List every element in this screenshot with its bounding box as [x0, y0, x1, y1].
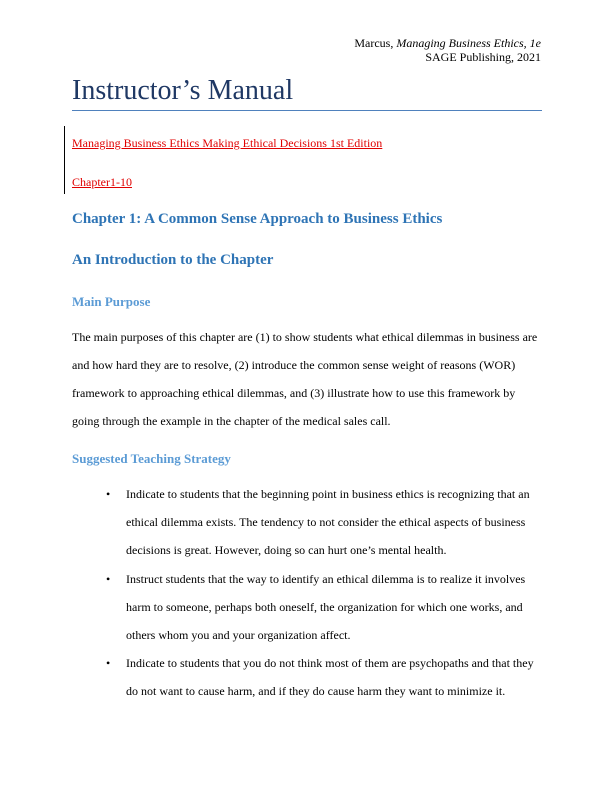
list-item-text: Indicate to students that the beginning point in business ethics is recognizing that an ethical dilemma exists. The tendency to not consider the ethical aspects of business decisions is great. However, doing so can hurt one’s mental health. — [126, 487, 530, 558]
list-item — [106, 649, 544, 705]
list-item-text: Instruct students that the way to identify an ethical dilemma is to realize it involves harm to someone, perhaps both oneself, the organization for which one works, and others whom you and your organization affect. — [126, 571, 526, 643]
header-author: Marcus, — [354, 36, 394, 50]
intro-heading: An Introduction to the Chapter — [72, 252, 274, 268]
book-title-link[interactable]: Managing Business Ethics Making Ethical Decisions 1st Edition — [72, 136, 383, 150]
header-book-title: Managing Business Ethics, 1e — [396, 36, 541, 50]
bullet-icon: • — [106, 487, 111, 501]
main-purpose-heading: Main Purpose — [72, 294, 151, 309]
header-publisher: SAGE Publishing, 2021 — [425, 50, 541, 64]
list-item-text: Indicate to students that you do not think most of them are psychopaths and that they do not want to cause harm, and if they do cause harm they want to minimize it. — [126, 656, 534, 699]
main-purpose-paragraph: The main purposes of this chapter are (1) to show students what ethical dilemmas in business are and how hard they are to resolve, (2) introduce the common sense weight of reasons (WOR) framework to approaching ethical dilemmas, and (3) illustrate how to use this framework by going through the example in the chapter of the medical sales call. — [72, 330, 538, 428]
list-item — [106, 565, 544, 650]
list-item — [106, 480, 544, 565]
teaching-strategy-heading: Suggested Teaching Strategy — [72, 451, 231, 466]
teaching-strategy-list — [106, 480, 544, 706]
bullet-icon: • — [106, 656, 111, 671]
page-title: Instructor’s Manual — [72, 75, 294, 106]
header-citation — [354, 36, 541, 50]
change-bar — [64, 126, 65, 194]
running-header — [354, 36, 541, 64]
title-underline-divider — [72, 110, 542, 111]
bullet-icon: • — [106, 571, 111, 586]
chapter-range-link[interactable]: Chapter1-10 — [72, 175, 132, 189]
chapter-heading: Chapter 1: A Common Sense Approach to Business Ethics — [72, 211, 443, 227]
